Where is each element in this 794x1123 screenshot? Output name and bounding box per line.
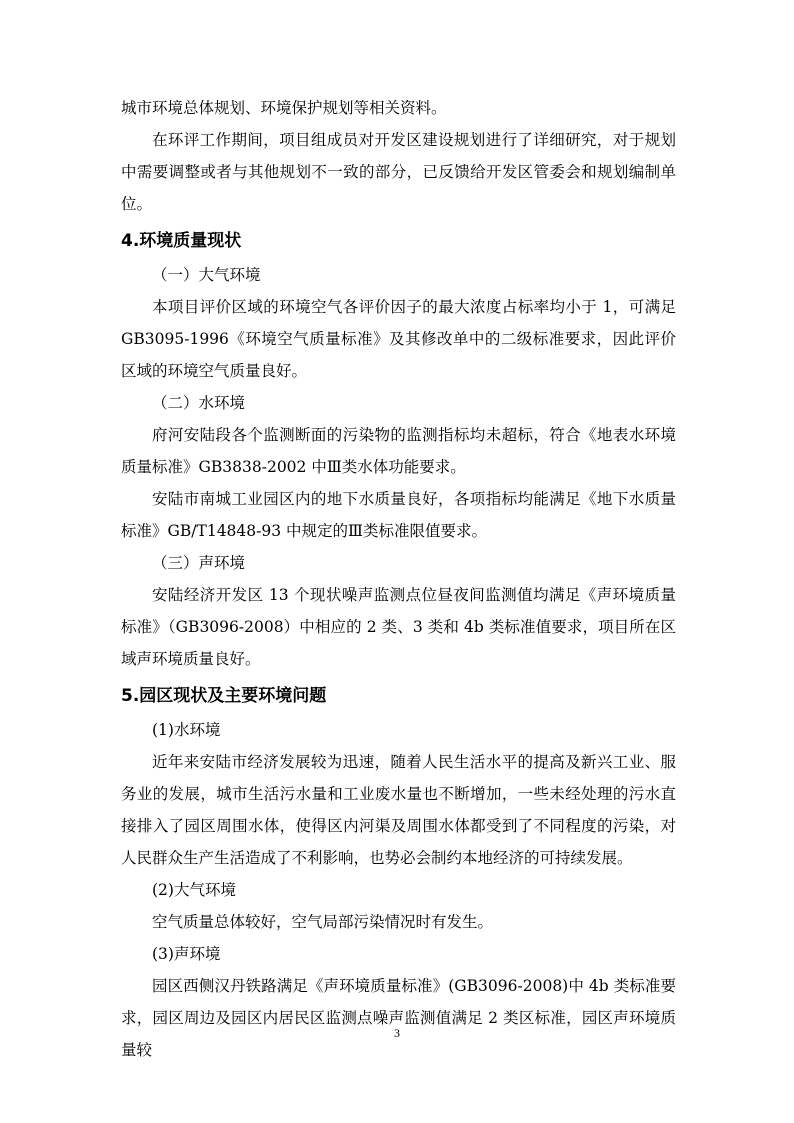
body-paragraph: 空气质量总体较好，空气局部污染情况时有发生。 bbox=[152, 913, 494, 931]
section-heading: 5.园区现状及主要环境问题 bbox=[121, 686, 327, 706]
subsection-heading: （二）水环境 bbox=[152, 394, 246, 412]
body-paragraph: 安陆经济开发区 13 个现状噪声监测点位昼夜间监测值均满足《声环境质量标准》（GB3096-2008）中相应的 2 类、3 类和 4b 类标准值要求，项目所在区域声环境质量良好。 bbox=[121, 586, 676, 668]
body-paragraph: 近年来安陆市经济发展较为迅速，随着人民生活水平的提高及新兴工业、服务业的发展，城市生活污水量和工业废水量也不断增加，一些未经处理的污水直接排入了园区周围水体，使得区内河渠及周围水体都受到了不同程度的污染，对人民群众生产生活造成了不利影响，也势必会制约本地经济的可持续发展。 bbox=[121, 753, 676, 867]
page-number: 3 bbox=[394, 1026, 400, 1040]
body-paragraph: 园区西侧汉丹铁路满足《声环境质量标准》(GB3096-2008)中 4b 类标准要求，园区周边及园区内居民区监测点噪声监测值满足 2 类区标准，园区声环境质量较 bbox=[121, 977, 676, 1059]
body-paragraph: 本项目评价区域的环境空气各评价因子的最大浓度占标率均小于 1，可满足GB3095-1996《环境空气质量标准》及其修改单中的二级标准要求，因此评价区域的环境空气质量良好。 bbox=[121, 298, 676, 380]
document-body bbox=[121, 92, 676, 1066]
section-heading: 4.环境质量现状 bbox=[121, 231, 242, 251]
body-paragraph: 府河安陆段各个监测断面的污染物的监测指标均未超标，符合《地表水环境质量标准》GB3838-2002 中Ⅲ类水体功能要求。 bbox=[121, 426, 676, 476]
subsection-heading: （一）大气环境 bbox=[152, 266, 261, 284]
body-paragraph: 安陆市南城工业园区内的地下水质量良好，各项指标均能满足《地下水质量标准》GB/T14848-93 中规定的Ⅲ类标准限值要求。 bbox=[121, 490, 676, 540]
subsection-heading: (1)水环境 bbox=[152, 721, 221, 739]
subsection-heading: (2)大气环境 bbox=[152, 881, 236, 899]
continued-paragraph: 城市环境总体规划、环境保护规划等相关资料。 bbox=[121, 99, 447, 117]
subsection-heading: （三）声环境 bbox=[152, 554, 246, 572]
subsection-heading: (3)声环境 bbox=[152, 945, 221, 963]
body-paragraph: 在环评工作期间，项目组成员对开发区建设规划进行了详细研究，对于规划中需要调整或者与其他规划不一致的部分，已反馈给开发区管委会和规划编制单位。 bbox=[121, 131, 676, 213]
